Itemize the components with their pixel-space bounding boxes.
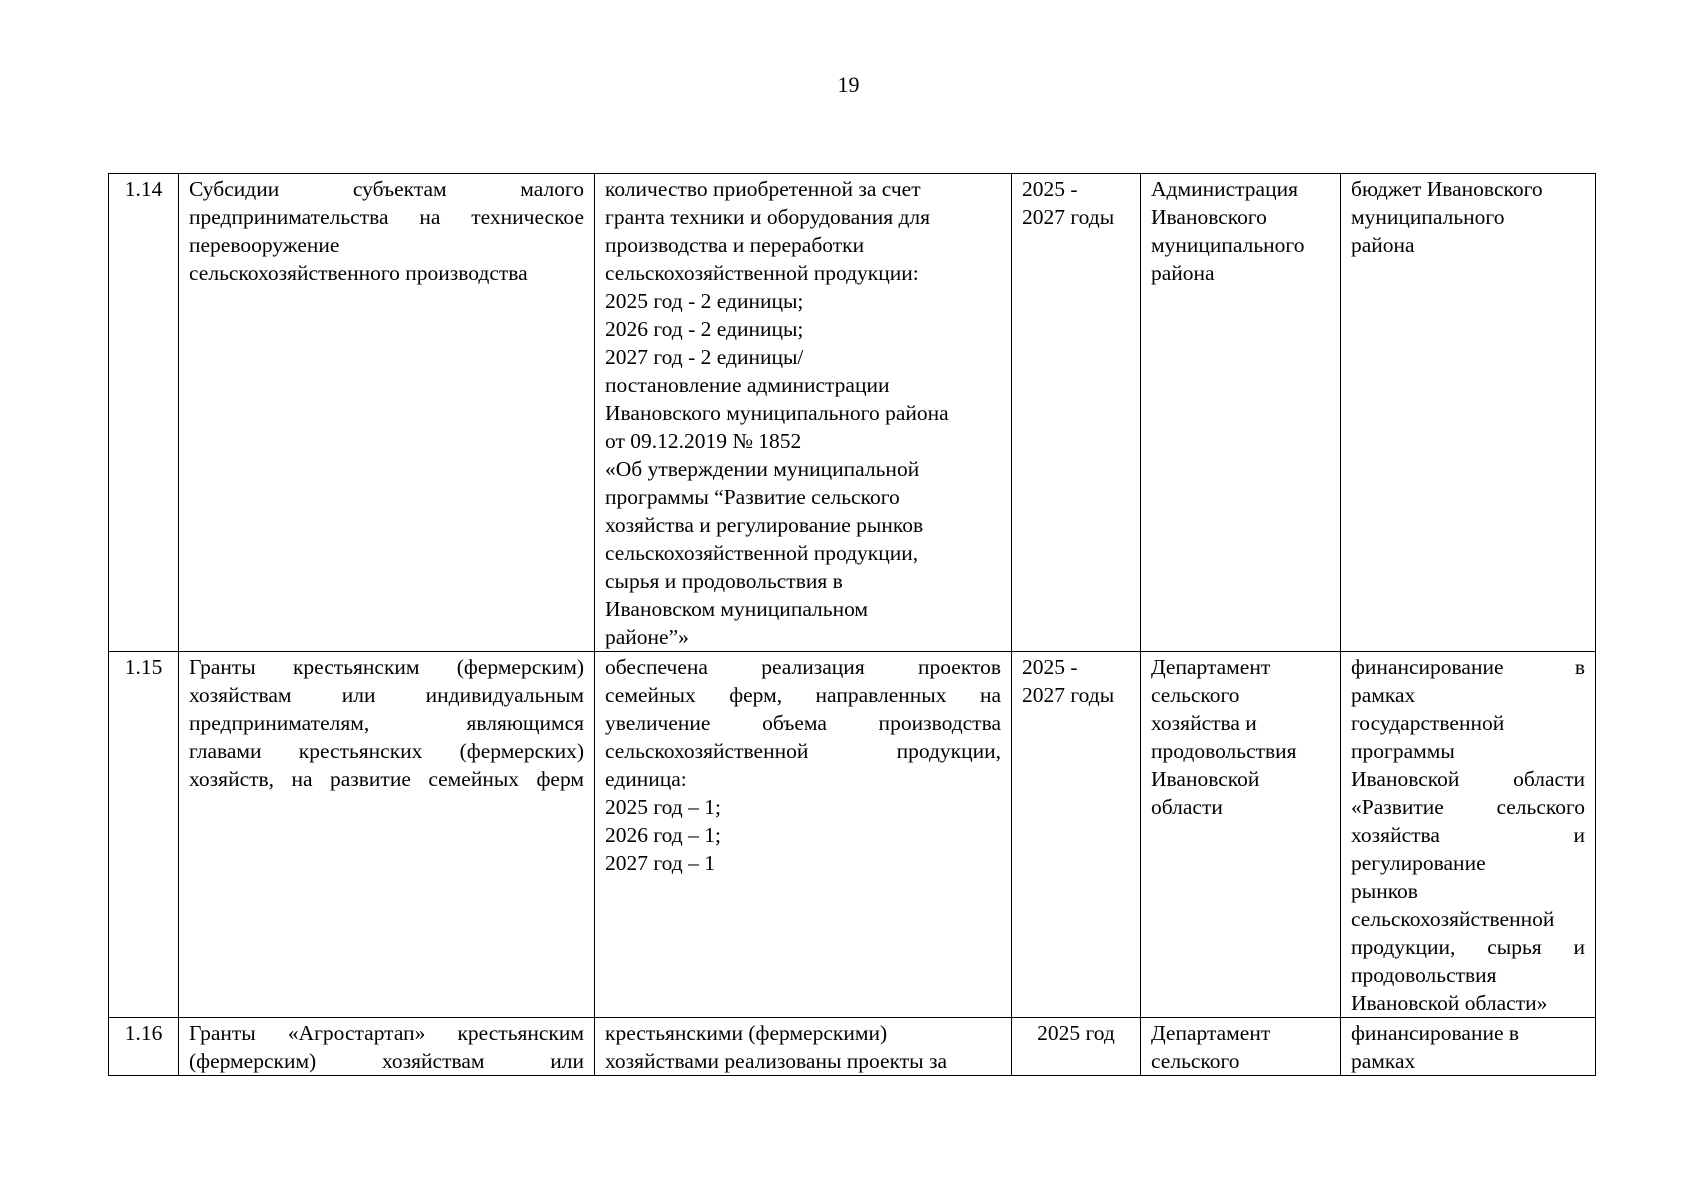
indicator-line: постановление администрации (605, 373, 890, 397)
measure-name-line: предпринимателям, являющимся (189, 711, 584, 735)
row-number: 1.14 (109, 174, 179, 652)
indicator-line: 2026 год – 1; (605, 823, 721, 847)
measures-table (108, 173, 1596, 1076)
indicator-line: 2026 год - 2 единицы; (605, 317, 804, 341)
funding-line: бюджет Ивановского (1351, 177, 1543, 201)
executor-line: Департамент (1151, 655, 1271, 679)
executor-line: сельского (1151, 683, 1240, 707)
executor-line: Администрация (1151, 177, 1298, 201)
executor-line: муниципального (1151, 233, 1305, 257)
indicator-line: сельскохозяйственной продукции, (605, 739, 1001, 763)
indicator-line: сельскохозяйственной продукции, (605, 541, 919, 565)
table-row (109, 1018, 1596, 1076)
funding-line: рамках (1351, 1049, 1416, 1073)
indicator-line: сырья и продовольствия в (605, 569, 843, 593)
funding-line: финансирование в (1351, 1021, 1520, 1045)
indicator-line: производства и переработки (605, 233, 865, 257)
funding-line: регулирование (1351, 851, 1486, 875)
measure-name-cell (179, 1018, 595, 1076)
period-line: 2025 год (1037, 1021, 1115, 1045)
indicator-line: 2025 год – 1; (605, 795, 721, 819)
indicator-line: гранта техники и оборудования для (605, 205, 931, 229)
indicator-line: 2027 год - 2 единицы/ (605, 345, 804, 369)
indicator-line: районе”» (605, 625, 689, 649)
executor-line: области (1151, 795, 1223, 819)
executor-line: Ивановской (1151, 767, 1260, 791)
measure-name-line: Субсидии субъектам малого (189, 177, 584, 201)
measure-name-line: хозяйств, на развитие семейных ферм (189, 767, 584, 791)
measure-name-line: сельскохозяйственного производства (189, 261, 528, 285)
measure-name-cell (179, 652, 595, 1018)
indicator-line: семейных ферм, направленных на (605, 683, 1001, 707)
indicator-line: «Об утверждении муниципальной (605, 457, 920, 481)
funding-source-cell (1341, 652, 1596, 1018)
funding-line: хозяйства и (1351, 823, 1585, 847)
funding-line: Ивановской области» (1351, 991, 1548, 1015)
funding-line: рамках (1351, 683, 1416, 707)
indicator-cell (595, 652, 1012, 1018)
funding-line: сельскохозяйственной (1351, 907, 1555, 931)
indicator-line: Ивановского муниципального района (605, 401, 949, 425)
table-row (109, 174, 1596, 652)
indicator-line: 2027 год – 1 (605, 851, 715, 875)
funding-line: финансирование в (1351, 655, 1585, 679)
measure-name-line: Гранты крестьянским (фермерским) (189, 655, 584, 679)
funding-source-cell (1341, 1018, 1596, 1076)
indicator-line: программы “Развитие сельского (605, 485, 900, 509)
executor-cell (1141, 652, 1341, 1018)
indicator-line: от 09.12.2019 № 1852 (605, 429, 802, 453)
period-cell (1012, 652, 1141, 1018)
measure-name-line: предпринимательства на техническое (189, 205, 584, 229)
executor-line: продовольствия (1151, 739, 1297, 763)
executor-line: Департамент (1151, 1021, 1271, 1045)
indicator-line: количество приобретенной за счет (605, 177, 921, 201)
measure-name-line: (фермерским) хозяйствам или (189, 1049, 584, 1073)
indicator-line: 2025 год - 2 единицы; (605, 289, 804, 313)
measure-name-line: главами крестьянских (фермерских) (189, 739, 584, 763)
measure-name-cell (179, 174, 595, 652)
indicator-line: сельскохозяйственной продукции: (605, 261, 919, 285)
funding-line: программы (1351, 739, 1455, 763)
period-line: 2025 - (1022, 177, 1078, 201)
indicator-cell (595, 174, 1012, 652)
period-line: 2027 годы (1022, 205, 1115, 229)
row-number: 1.16 (109, 1018, 179, 1076)
indicator-line: Ивановском муниципальном (605, 597, 869, 621)
executor-line: сельского (1151, 1049, 1240, 1073)
executor-cell (1141, 174, 1341, 652)
period-cell (1012, 1018, 1141, 1076)
page-number: 19 (837, 72, 860, 97)
indicator-line: хозяйства и регулирование рынков (605, 513, 924, 537)
table-row (109, 652, 1596, 1018)
measure-name-line: перевооружение (189, 233, 340, 257)
funding-line: муниципального (1351, 205, 1505, 229)
indicator-cell (595, 1018, 1012, 1076)
funding-line: «Развитие сельского (1351, 795, 1585, 819)
funding-line: Ивановской области (1351, 767, 1585, 791)
indicator-line: единица: (605, 767, 687, 791)
funding-line: продукции, сырья и (1351, 935, 1585, 959)
measure-name-line: хозяйствам или индивидуальным (189, 683, 584, 707)
funding-line: района (1351, 233, 1415, 257)
executor-line: хозяйства и (1151, 711, 1257, 735)
executor-line: Ивановского (1151, 205, 1267, 229)
period-line: 2025 - (1022, 655, 1078, 679)
row-number: 1.15 (109, 652, 179, 1018)
funding-line: продовольствия (1351, 963, 1497, 987)
funding-line: государственной (1351, 711, 1505, 735)
indicator-line: хозяйствами реализованы проекты за (605, 1049, 948, 1073)
measure-name-line: Гранты «Агростартап» крестьянским (189, 1021, 584, 1045)
period-cell (1012, 174, 1141, 652)
indicator-line: обеспечена реализация проектов (605, 655, 1001, 679)
period-line: 2027 годы (1022, 683, 1115, 707)
indicator-line: увеличение объема производства (605, 711, 1001, 735)
funding-source-cell (1341, 174, 1596, 652)
executor-cell (1141, 1018, 1341, 1076)
executor-line: района (1151, 261, 1215, 285)
funding-line: рынков (1351, 879, 1418, 903)
indicator-line: крестьянскими (фермерскими) (605, 1021, 888, 1045)
